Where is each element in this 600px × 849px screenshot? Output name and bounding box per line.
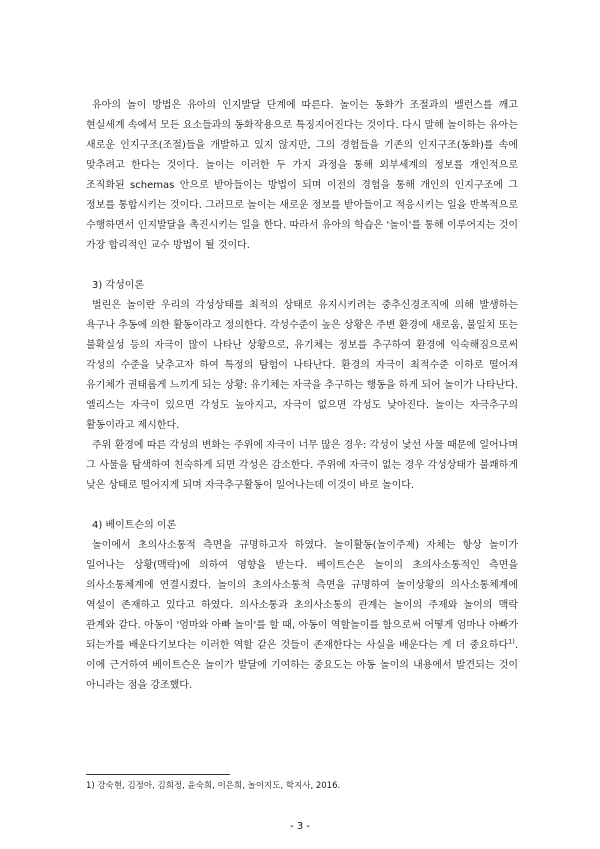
paragraph-bateson-tail: . 이에 근거하여 베이트슨은 놀이가 발달에 기여하는 중요도는 아동 놀이의 내용에서 발견되는 것이 아니라는 점을 강조했다. xyxy=(86,640,518,691)
footnote-divider xyxy=(86,774,230,775)
page-number: - 3 - xyxy=(290,821,310,832)
footnote-reference: 1) xyxy=(508,637,515,646)
paragraph-bateson-main: 놀이에서 초의사소통적 측면을 규명하고자 하였다. 놀이활동(놀이주제) 자체는 항상 놀이가 일어나는 상황(맥락)에 의하여 영향을 받는다. 베이트슨은 놀이의 초의사소통적인 측면을 의사소통체계에 연결시켰다. 놀이의 초의사소통적 측면을 규명하여 놀이상황의 의사소통체계에 역설이 존재하고 있다고 하였다. 의사소통과 초의사소통의 관계는 놀이의 주제와 놀이의 맥락 관계와 같다. 아동이 '엄마와 아빠 놀이'를 할 때, 아동이 역할놀이를 함으로써 어떻게 엄마나 아빠가 되는가를 배운다기보다는 이러한 역할 같은 것들이 존재한다는 사실을 배운다는 게 더 중요하다 xyxy=(86,540,518,651)
section-heading-arousal-theory: 3) 각성이론 xyxy=(92,280,145,291)
paragraph-berlyne-arousal: 벌린은 놀이란 우리의 각성상태를 최적의 상태로 유지시키려는 중추신경조직에 의해 발생하는 욕구나 추동에 의한 활동이라고 정의한다. 각성수준이 높은 상황은 주변 환경에 새로움, 불일치 또는 불확실성 등의 자극이 많이 나타난 상황으로, 유기체는 정보를 추구하여 환경에 익숙해짐으로써 각성의 수준을 낮추고자 하여 특정의 탐험이 나타난다. 환경의 자극이 최적수준 이하로 떨어져 유기체가 권태롭게 느끼게 되는 상황: 유기체는 자극을 추구하는 행동을 하게 되어 놀이가 나타난다. 엘리스는 자극이 있으면 각성도 높아지고, 자극이 없으면 각성도 낮아진다. 놀이는 자극추구의 활동이라고 제시한다. xyxy=(86,300,518,431)
footnote: 1) 강숙현, 김정아, 김희정, 윤숙희, 이은희, 놀이지도, 학지사, 2016. xyxy=(86,781,341,791)
paragraph-arousal-change: 주위 환경에 따른 각성의 변화는 주위에 자극이 너무 많은 경우: 각성이 낯선 사물 때문에 일어나며 그 사물을 탐색하여 친숙하게 되면 각성은 감소한다. 주위에 자극이 없는 경우 각성상태가 불쾌하게 낮은 상태로 떨어지게 되며 자극추구활동이 일어나는데 이것이 바로 놀이다. xyxy=(86,440,518,491)
paragraph-bateson-metacommunication xyxy=(86,536,518,696)
paragraph-spacer xyxy=(86,496,518,516)
section-heading-bateson-theory: 4) 베이트슨의 이론 xyxy=(92,520,177,531)
paragraph-spacer xyxy=(86,256,518,276)
paragraph-piaget-play: 유아의 놀이 방법은 유아의 인지발달 단계에 따른다. 놀이는 동화가 조절과의 밸런스를 깨고 현실세계 속에서 모든 요소들과의 동화작용으로 특징지어진다는 것이다. 다시 말해 놀이하는 유아는 새로운 인지구조(조절)들을 개발하고 있지 않지만, 그의 경험들을 기존의 인지구조(동화)를 속에 맞추려고 한다는 것이다. 놀이는 이러한 두 가지 과정을 통해 외부세계의 정보를 개인적으로 조직화된 schemas 안으로 받아들이는 방법이 되며 이전의 경험을 통해 개인의 인지구조에 그 정보를 통합시키는 것이다. 그러므로 놀이는 새로운 정보를 받아들이고 적응시키는 일을 반복적으로 수행하면서 인지발달을 촉진시키는 일을 한다. 따라서 유아의 학습은 '놀이'를 통해 이루어지는 것이 가장 합리적인 교수 방법이 될 것이다. xyxy=(86,100,518,251)
body-text xyxy=(86,96,518,696)
